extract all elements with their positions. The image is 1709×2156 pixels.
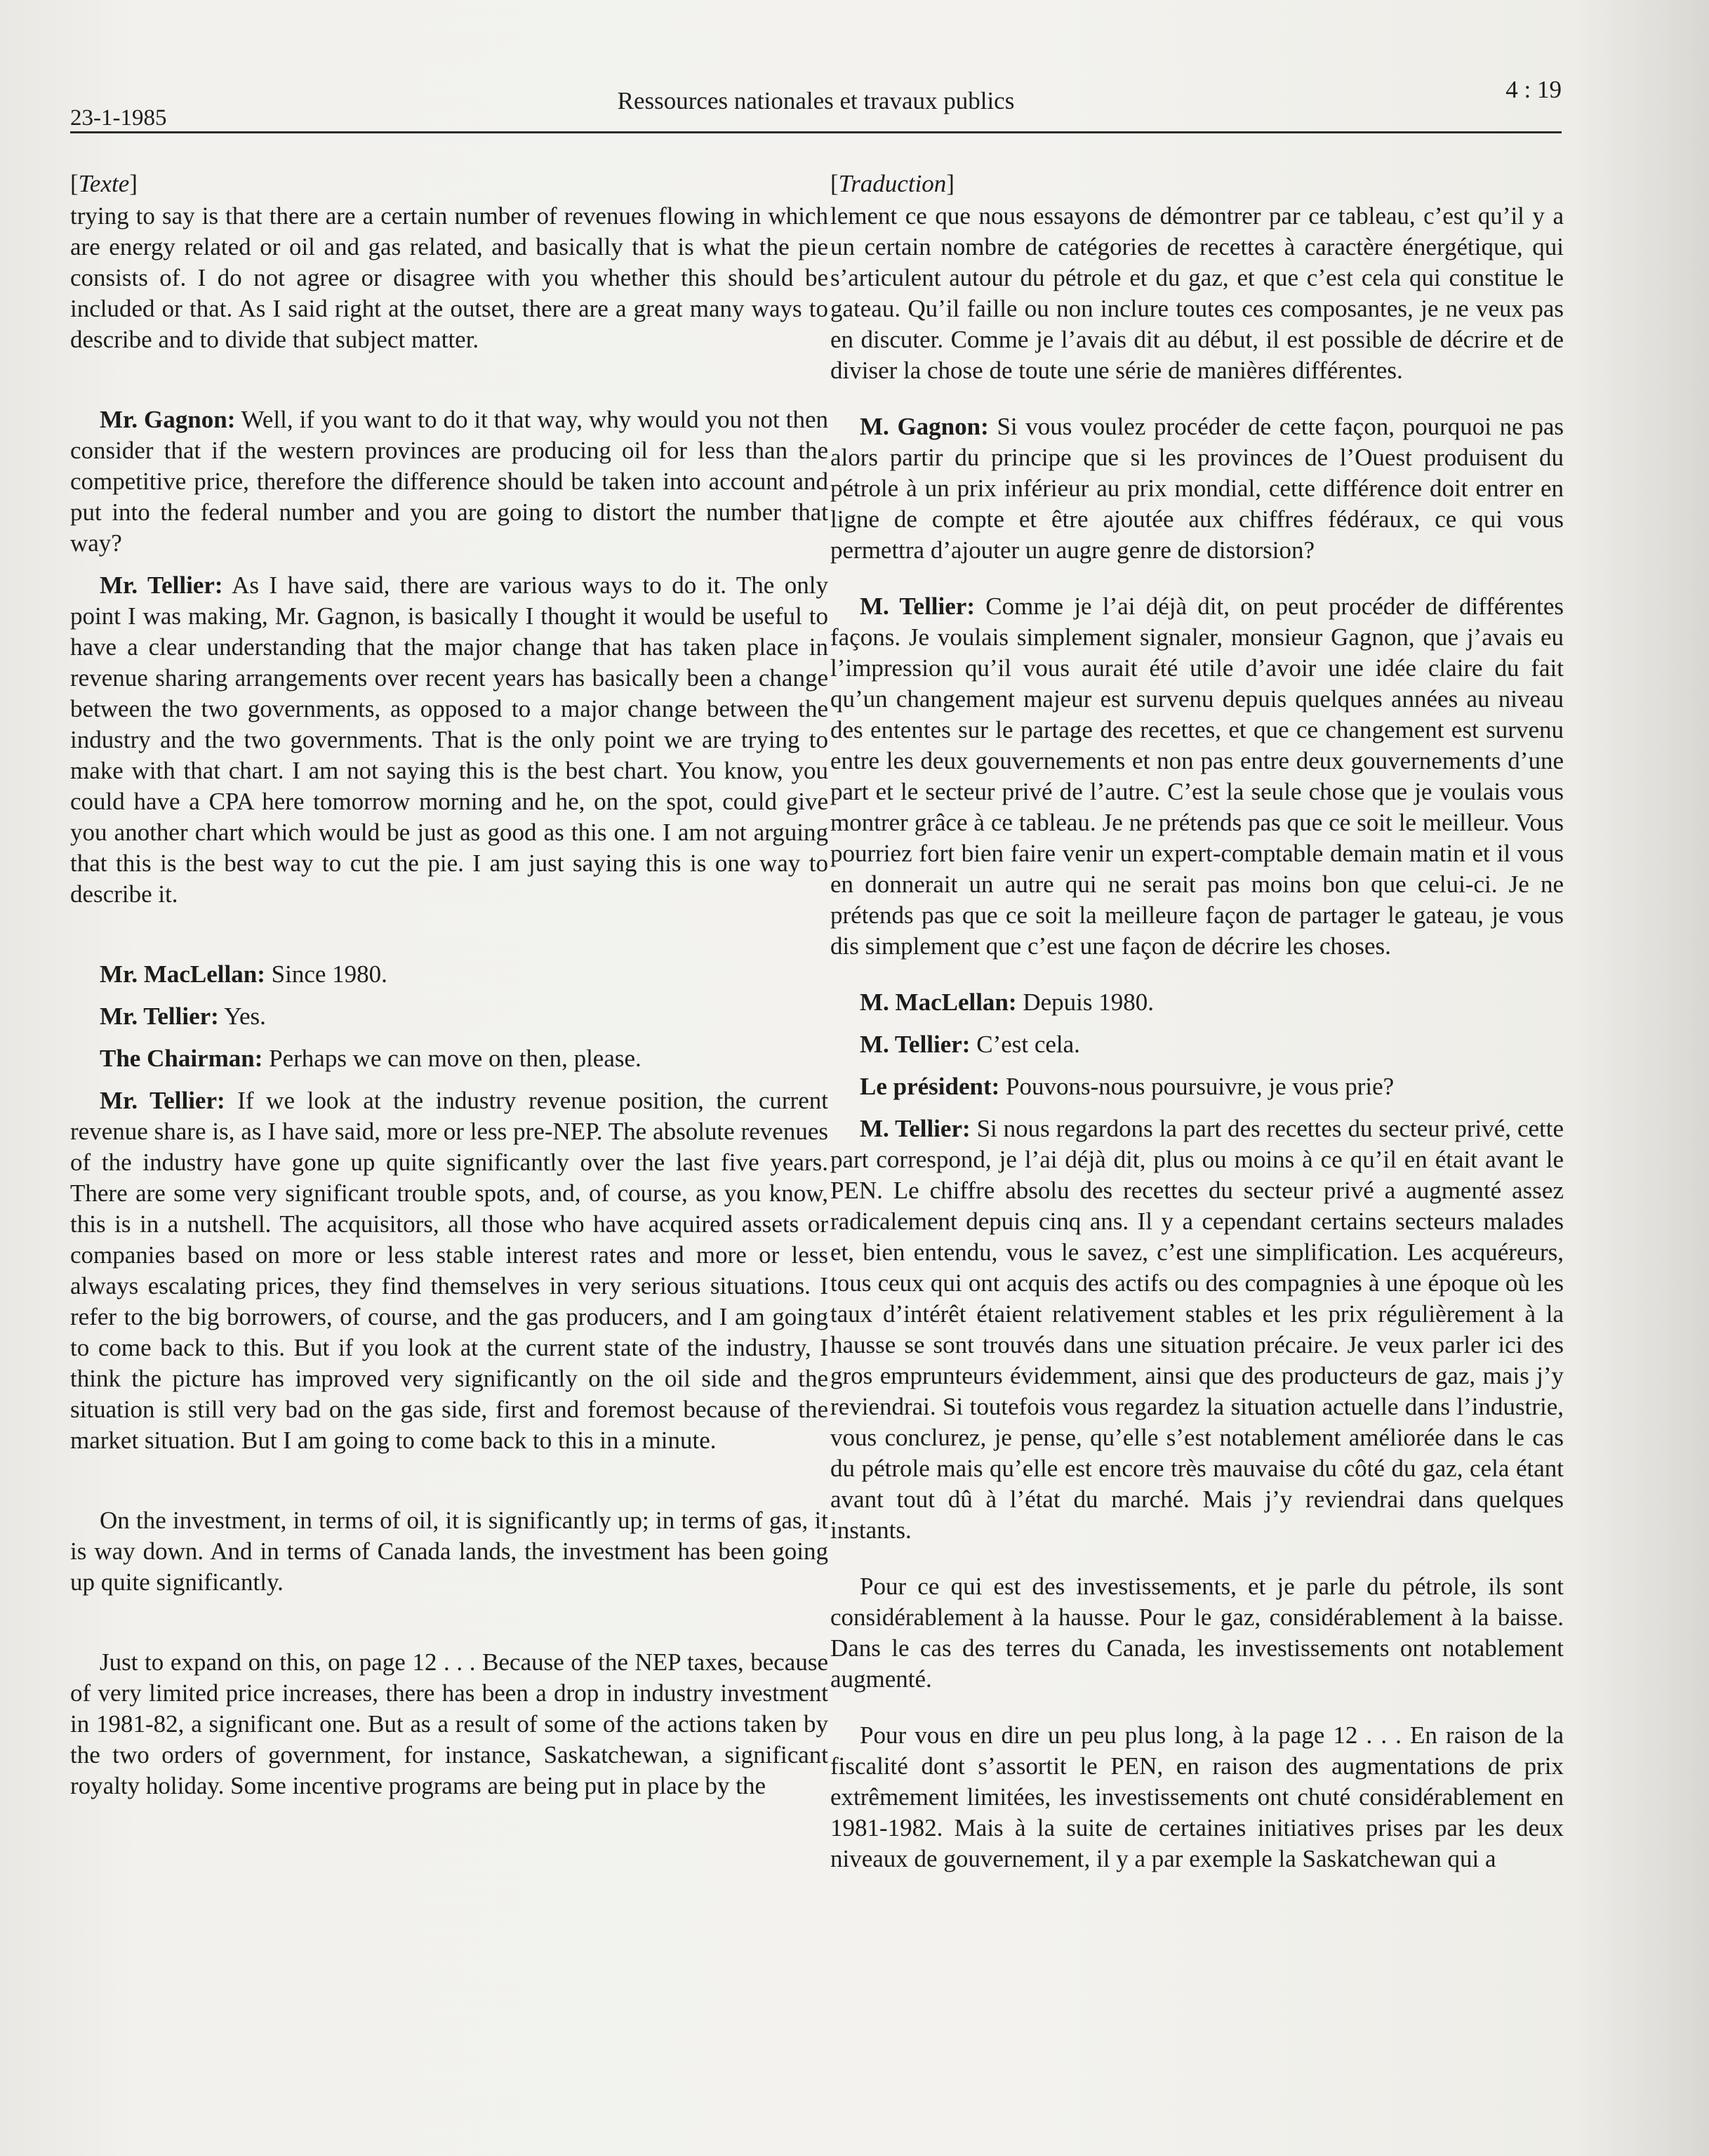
paragraph-6 — [70, 1043, 828, 1074]
paragraph-2 — [830, 411, 1564, 566]
paragraph-5 — [70, 1001, 828, 1032]
paragraph-2 — [70, 404, 828, 559]
paragraph-6 — [830, 1071, 1564, 1102]
paragraph-3 — [70, 570, 828, 910]
speech-text: Comme je l’ai déjà dit, on peut procéder de différentes façons. Je voulais simplement signaler, monsieur Gagnon, que j’avais eu l’impression qu’il vous aurait été utile d’avoir une idée claire du fait qu’un changement majeur est survenu depuis quelques années au niveau des ententes sur le partage des recettes, et que ce changement est survenu entre les deux gouvernements et non pas entre deux gouvernements d’une part et le secteur privé de l’autre. C’est la seule chose que je voulais vous montrer grâce à ce tableau. Je ne prétends pas que ce soit le meilleur. Vous pourriez fort bien faire venir un expert-comptable demain matin et il vous en donnerait un autre qui ne serait pas moins bon que celui-ci. Je ne prétends pas que ce soit la meilleure façon de partager le gateau, je vous dis simplement que c’est une façon de décrire les choses. — [830, 593, 1564, 960]
speaker-name: Mr. Tellier: — [100, 571, 223, 599]
paragraph-1: trying to say is that there are a certain number of revenues flowing in which are energy related or oil and gas related, and basically that is what the pie consists of. I do not agree or disagree with you whether this should be included or that. As I said right at the outset, there are a great many ways to describe and to divide that subject matter. — [70, 202, 828, 353]
header-page-number: 4 : 19 — [1505, 76, 1562, 103]
speaker-name: Mr. MacLellan: — [100, 960, 265, 988]
speaker-name: Mr. Tellier: — [100, 1003, 219, 1030]
speech-text: Si nous regardons la part des recettes du secteur privé, cette part correspond, je l’ai déjà dit, plus ou moins à ce qu’il en était avant le PEN. Le chiffre absolu des recettes du secteur privé a augmenté assez radicalement depuis cinq ans. Il y a cependant certains secteurs malades et, bien entendu, vous le savez, c’est une simplification. Les acquéreurs, tous ceux qui ont acquis des actifs ou des compagnies à une époque où les taux d’intérêt étaient relativement stables et les prix régulièrement à la hausse se sont trouvés dans une situation précaire. Je veux parler ici des gros emprunteurs évidemment, ainsi que des producteurs de gaz, mais j’y reviendrai. Si toutefois vous regardez la situation actuelle dans l’industrie, vous conclurez, je pense, qu’elle s’est notablement améliorée dans le cas du pétrole mais qu’elle est encore très mauvaise du côté du gaz, cela étant avant tout dû à l’état du marché. Mais j’y reviendrai dans quelques instants. — [830, 1115, 1564, 1544]
speaker-name: Mr. Tellier: — [100, 1087, 225, 1114]
speaker-name: The Chairman: — [100, 1045, 263, 1072]
speaker-name: M. Gagnon: — [860, 413, 989, 440]
speaker-name: Le président: — [860, 1073, 1000, 1100]
paragraph-4 — [70, 959, 828, 990]
paragraph-5 — [830, 1029, 1564, 1060]
speech-text: Since 1980. — [271, 960, 387, 988]
paragraph-7 — [830, 1113, 1564, 1546]
speech-text: Si vous voulez procéder de cette façon, pourquoi ne pas alors partir du principe que si les provinces de l’Ouest produisent du pétrole à un prix inférieur au prix mondial, cette différence doit entrer en ligne de compte et être ajoutée aux chiffres fédéraux, ce qui vous permettra d’ajouter un augre genre de distorsion? — [830, 413, 1564, 564]
speech-text: Yes. — [224, 1003, 266, 1030]
column-label-traduction: [Traduction] — [830, 170, 955, 197]
speaker-name: M. Tellier: — [860, 1031, 971, 1058]
header-title: Ressources nationales et travaux publics — [617, 87, 1015, 114]
speech-text: Pouvons-nous poursuivre, je vous prie? — [1006, 1073, 1395, 1100]
paragraph-4 — [830, 987, 1564, 1018]
page-header — [70, 67, 1562, 133]
speaker-name: Mr. Gagnon: — [100, 406, 236, 433]
speech-text: As I have said, there are various ways to do it. The only point I was making, Mr. Gagnon, is basically I thought it would be useful to have a clear understanding that the major change that has taken place in revenue sharing arrangements over recent years has basically been a change between the two governments, as opposed to a major change between the industry and the two governments. That is the only point we are trying to make with that chart. I am not saying this is the best chart. You know, you could have a CPA here tomorrow morning and he, on the spot, could give you another chart which would be just as good as this one. I am not arguing that this is the best way to cut the pie. I am just saying this is one way to describe it. — [70, 571, 828, 908]
paragraph-8: On the investment, in terms of oil, it is significantly up; in terms of gas, it is way down. And in terms of Canada lands, the investment has been going up quite significantly. — [70, 1507, 828, 1596]
paragraph-8: Pour ce qui est des investissements, et je parle du pétrole, ils sont considérablement à la hausse. Pour le gaz, considérablement à la baisse. Dans le cas des terres du Canada, les investissements ont notablement augmenté. — [830, 1573, 1564, 1693]
speaker-name: M. MacLellan: — [860, 988, 1017, 1016]
speech-text: Well, if you want to do it that way, why would you not then consider that if the western provinces are producing oil for less than the competitive price, therefore the difference should be taken into account and put into the federal number and you are going to distort the number that way? — [70, 406, 828, 557]
paragraph-9: Just to expand on this, on page 12 . . . Because of the NEP taxes, because of very limited price increases, there has been a drop in industry investment in 1981-82, a significant one. But as a result of some of the actions taken by the two orders of government, for instance, Saskatchewan, a significant royalty holiday. Some incentive programs are being put in place by the — [70, 1648, 828, 1799]
paragraph-1: lement ce que nous essayons de démontrer par ce tableau, c’est qu’il y a un certain nombre de catégories de recettes à caractère énergétique, qui s’articulent autour du pétrole et du gaz, et que c’est cela qui constitue le gateau. Qu’il faille ou non inclure toutes ces composantes, je ne veux pas en discuter. Comme je l’avais dit au début, il est possible de décrire et de diviser la chose de toute une série de manières différentes. — [830, 202, 1564, 384]
header-rule — [70, 131, 1562, 133]
column-label-texte: [Texte] — [70, 170, 138, 197]
french-column — [830, 168, 1564, 1874]
speaker-name: M. Tellier: — [860, 593, 975, 620]
paragraph-9: Pour vous en dire un peu plus long, à la page 12 . . . En raison de la fiscalité dont s’assortit le PEN, en raison des augmentations de prix extrêmement limitées, les investissements ont chuté considérablement en 1981-1982. Mais à la suite de certaines initiatives prises par les deux niveaux de gouvernement, il y a par exemple la Saskatchewan qui a — [830, 1721, 1564, 1872]
header-date: 23-1-1985 — [70, 105, 167, 131]
paragraph-7 — [70, 1085, 828, 1456]
speech-text: Depuis 1980. — [1023, 988, 1154, 1016]
speech-text: If we look at the industry revenue position, the current revenue share is, as I have said, more or less pre-NEP. The absolute revenues of the industry have gone up quite significantly over the last five years. There are some very significant trouble spots, and, of course, as you know, this is in a nutshell. The acquisitors, all those who have acquired assets or companies based on more or less stable interest rates and more or less always escalating prices, they find themselves in very serious situations. I refer to the big borrowers, of course, and the gas producers, and I am going to come back to this. But if you look at the current state of the industry, I think the picture has improved very significantly on the oil side and the situation is still very bad on the gas side, first and foremost because of the market situation. But I am going to come back to this in a minute. — [70, 1087, 828, 1454]
speaker-name: M. Tellier: — [860, 1115, 971, 1142]
english-column — [70, 168, 828, 1801]
speech-text: Perhaps we can move on then, please. — [269, 1045, 641, 1072]
paragraph-3 — [830, 591, 1564, 962]
speech-text: C’est cela. — [976, 1031, 1080, 1058]
